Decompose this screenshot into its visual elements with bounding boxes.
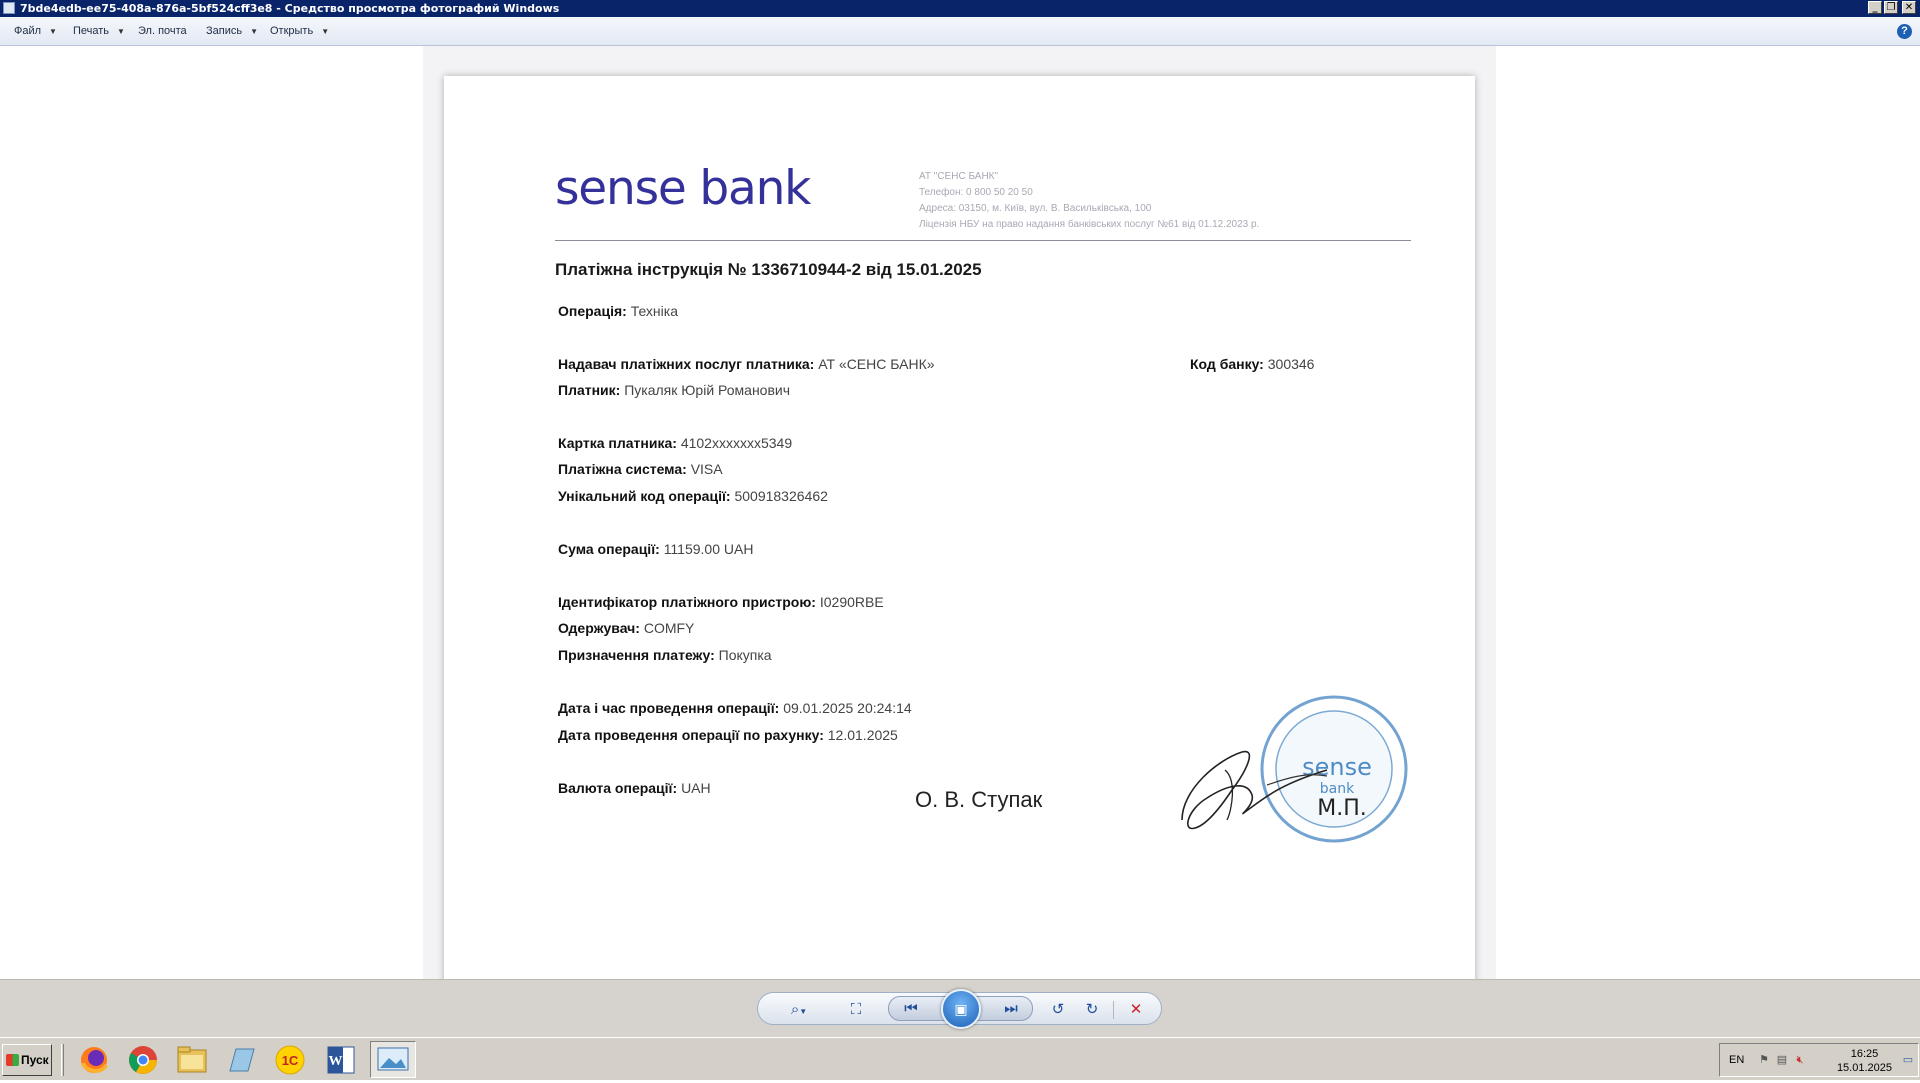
field-payer: Платник: Пукаляк Юрій Романович — [558, 382, 791, 398]
field-payment-system: Платіжна система: VISA — [558, 461, 723, 477]
photo-viewer-canvas — [0, 46, 1920, 979]
field-amount: Сума операції: 11159.00 UAH — [558, 541, 754, 557]
firefox-icon[interactable] — [71, 1041, 117, 1078]
chevron-down-icon: ▼ — [250, 27, 259, 36]
menu-bar — [0, 17, 1920, 46]
field-card: Картка платника: 4102xxxxxxx5349 — [558, 435, 793, 451]
field-datetime: Дата і час проведення операції: 09.01.2025 20:24:14 — [558, 700, 912, 716]
start-label: Пуск — [21, 1053, 49, 1067]
field-device-id: Ідентифікатор платіжного пристрою: I0290RBE — [558, 594, 884, 610]
field-provider: Надавач платіжних послуг платника: АТ «СЕНС БАНК» — [558, 356, 935, 372]
start-button[interactable] — [2, 1044, 52, 1076]
stamp-logo-text: bank — [1319, 781, 1355, 797]
window-title: 7bde4edb-ee75-408a-876a-5bf524cff3e8 - Средство просмотра фотографий Windows — [20, 2, 560, 15]
field-bank-code: Код банку: 300346 — [1190, 356, 1315, 372]
menu-file[interactable]: Файл ▼ — [14, 25, 57, 37]
previous-icon[interactable]: ⏮ — [904, 1000, 918, 1017]
chrome-icon[interactable] — [120, 1041, 166, 1078]
windows-flag-icon — [6, 1054, 19, 1066]
bank-details-line: АТ "СЕНС БАНК" — [919, 171, 999, 182]
notepad-icon[interactable] — [218, 1041, 264, 1078]
photo-viewer-app-icon — [3, 2, 15, 14]
sense-bank-logo: sense bank — [555, 161, 811, 216]
header-divider — [555, 240, 1411, 241]
stamp-mark: М.П. — [1317, 796, 1367, 821]
close-window-button[interactable]: ✕ — [1902, 1, 1916, 14]
clock-date: 15.01.2025 — [1836, 1062, 1892, 1074]
restore-button[interactable]: ❐ — [1884, 1, 1898, 14]
next-icon[interactable]: ⏭ — [1004, 1000, 1018, 1017]
fit-to-window-icon[interactable]: ⛶ — [850, 1001, 862, 1018]
help-icon[interactable]: ? — [1897, 24, 1912, 39]
bank-details-line: Адреса: 03150, м. Київ, вул. В. Васильківська, 100 — [919, 203, 1152, 214]
field-unique-code: Унікальний код операції: 500918326462 — [558, 488, 828, 504]
svg-text:1С: 1С — [281, 1053, 299, 1068]
menu-email[interactable]: Эл. почта — [138, 25, 187, 37]
delete-icon[interactable]: ✕ — [1129, 1001, 1143, 1018]
stamp-logo-text: sense — [1302, 753, 1372, 781]
bank-details-line: Телефон: 0 800 50 20 50 — [919, 187, 1033, 198]
chevron-down-icon: ▼ — [321, 27, 330, 36]
rotate-right-icon[interactable]: ↻ — [1085, 1001, 1099, 1018]
menu-open[interactable]: Открыть ▼ — [270, 25, 330, 37]
slideshow-icon[interactable]: ▣ — [941, 989, 981, 1029]
document-title: Платіжна інструкція № 1336710944-2 від 15.01.2025 — [555, 260, 982, 279]
explorer-icon[interactable] — [169, 1041, 215, 1078]
quick-launch-handle — [61, 1044, 64, 1076]
menu-burn[interactable]: Запись ▼ — [206, 25, 259, 37]
svg-text:W: W — [328, 1054, 343, 1069]
signature-scribble — [1177, 740, 1332, 835]
photo-viewer-icon[interactable] — [370, 1041, 416, 1078]
action-center-flag-icon[interactable]: ⚑ — [1759, 1054, 1769, 1066]
bank-details — [919, 169, 1259, 233]
field-currency: Валюта операції: UAH — [558, 780, 711, 796]
bank-details-line: Ліцензія НБУ на право надання банківських послуг №61 від 01.12.2023 р. — [919, 219, 1260, 230]
minimize-button[interactable]: _ — [1868, 1, 1882, 14]
field-operation: Операція: Техніка — [558, 303, 678, 319]
toolbar-separator — [1113, 1001, 1114, 1019]
payment-document — [444, 76, 1475, 979]
title-bar — [0, 0, 1920, 17]
viewer-controls-bar — [0, 979, 1920, 1037]
chevron-down-icon: ▼ — [117, 27, 125, 36]
field-recipient: Одержувач: COMFY — [558, 620, 695, 636]
menu-print[interactable]: Печать ▼ — [73, 25, 125, 37]
1c-icon[interactable] — [267, 1041, 313, 1078]
volume-muted-icon[interactable]: 🔇︎ — [1796, 1054, 1804, 1066]
network-icon[interactable]: ▤ — [1776, 1054, 1788, 1066]
chevron-down-icon: ▼ — [49, 27, 57, 36]
clock[interactable] — [1837, 1047, 1892, 1075]
language-indicator[interactable]: EN — [1729, 1054, 1745, 1066]
field-purpose: Призначення платежу: Покупка — [558, 647, 772, 663]
taskbar — [0, 1037, 1920, 1080]
rotate-left-icon[interactable]: ↺ — [1051, 1001, 1065, 1018]
show-desktop-icon[interactable]: ▭ — [1902, 1054, 1914, 1066]
word-icon[interactable] — [318, 1041, 364, 1078]
zoom-icon[interactable]: ⌕▼ — [790, 1001, 808, 1018]
clock-time: 16:25 — [1850, 1048, 1879, 1060]
viewer-controls — [757, 992, 1162, 1025]
signer-name: О. В. Ступак — [915, 787, 1043, 812]
field-account-date: Дата проведення операції по рахунку: 12.01.2025 — [558, 727, 898, 743]
system-tray — [1719, 1043, 1919, 1077]
